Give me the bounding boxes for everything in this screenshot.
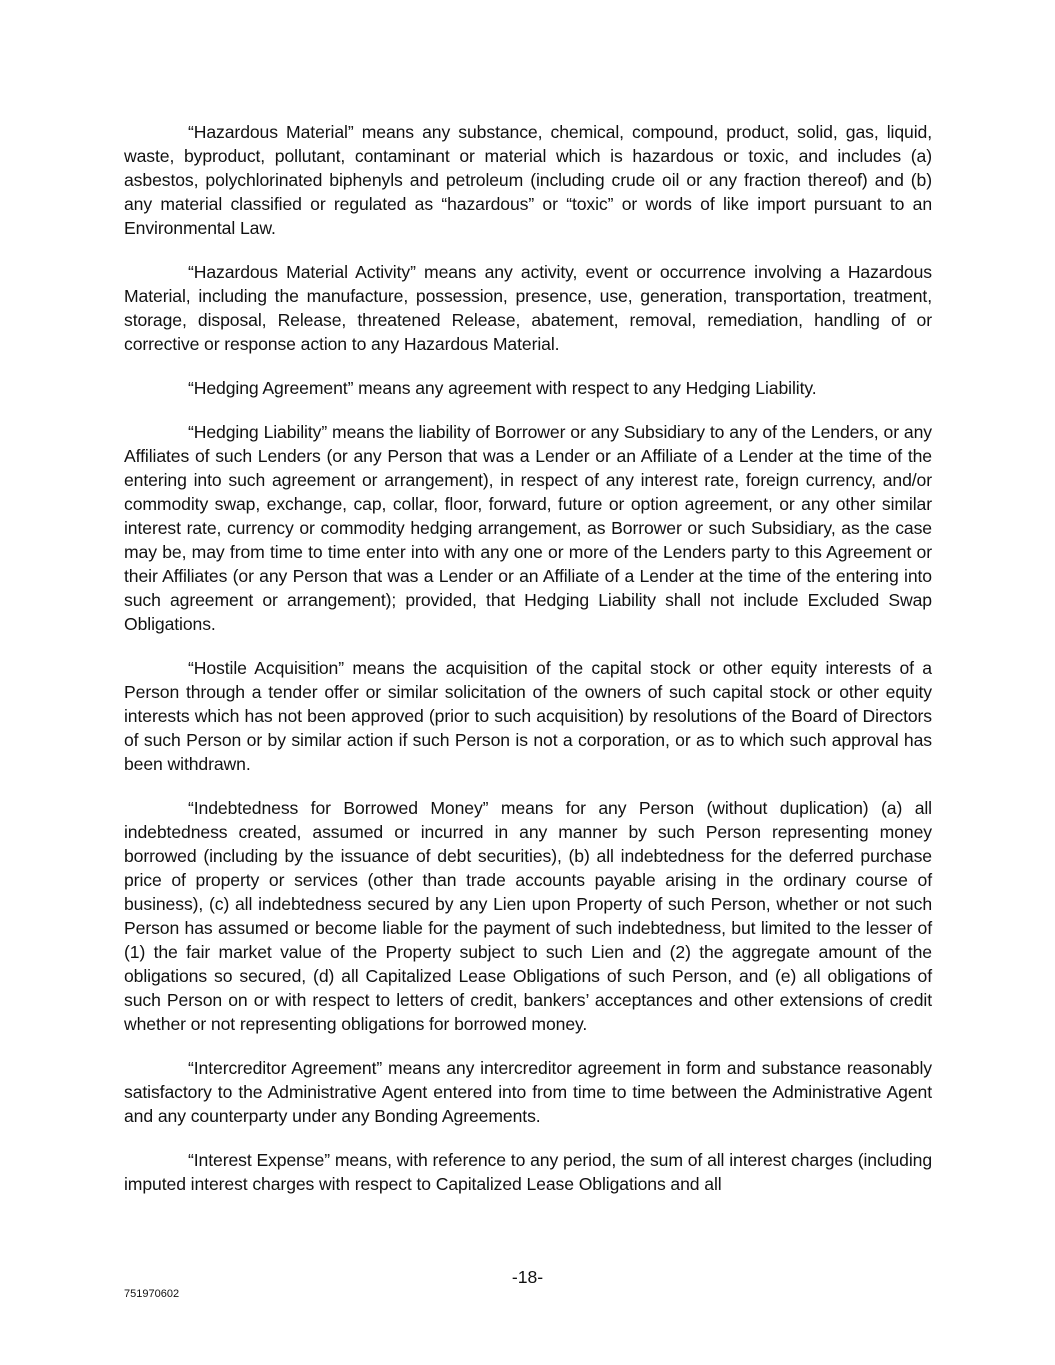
definition-indebtedness-for-borrowed-money: “Indebtedness for Borrowed Money” means for any Person (without duplication) (a) all indebtedness created, assumed or incurred in any manner by such Person representing money borrowed (including by the issuance of debt securities), (b) all indebtedness for the deferred purchase price of property or services (other than trade accounts payable arising in the ordinary course of business), (c) all indebtedness secured by any Lien upon Property of such Person, whether or not such Person has assumed or become liable for the payment of such indebtedness, but limited to the lesser of (1) the fair market value of the Property subject to such Lien and (2) the aggregate amount of the obligations so secured, (d) all Capitalized Lease Obligations of such Person, and (e) all obligations of such Person on or with respect to letters of credit, bankers’ acceptances and other extensions of credit whether or not representing obligations for borrowed money. bbox=[124, 798, 932, 1034]
definition-hedging-agreement: “Hedging Agreement” means any agreement with respect to any Hedging Liability. bbox=[188, 378, 817, 398]
definition-hazardous-material: “Hazardous Material” means any substance, chemical, compound, product, solid, gas, liquid, waste, byproduct, pollutant, contaminant or material which is hazardous or toxic, and includes (a) asbestos, polychlorinated biphenyls and petroleum (including crude oil or any fraction thereof) and (b) any material classified or regulated as “hazardous” or “toxic” or words of like import pursuant to an Environmental Law. bbox=[124, 122, 932, 238]
definition-hedging-liability: “Hedging Liability” means the liability of Borrower or any Subsidiary to any of the Lenders, or any Affiliates of such Lenders (or any Person that was a Lender or an Affiliate of a Lender at the time of the entering into such agreement or arrangement), in respect of any interest rate, foreign currency, and/or commodity swap, exchange, cap, collar, floor, forward, future or option agreement, or any other similar interest rate, currency or commodity hedging arrangement, as Borrower or such Subsidiary, as the case may be, may from time to time enter into with any one or more of the Lenders party to this Agreement or their Affiliates (or any Person that was a Lender or an Affiliate of a Lender at the time of the entering into such agreement or arrangement); provided, that Hedging Liability shall not include Excluded Swap Obligations. bbox=[124, 422, 932, 634]
page-number: -18- bbox=[511, 1267, 544, 1287]
definition-hazardous-material-activity: “Hazardous Material Activity” means any activity, event or occurrence involving a Hazardous Material, including the manufacture, possession, presence, use, generation, transportation, treatment, storage, disposal, Release, threatened Release, abatement, removal, remediation, handling of or corrective or response action to any Hazardous Material. bbox=[124, 262, 932, 354]
definition-hostile-acquisition: “Hostile Acquisition” means the acquisition of the capital stock or other equity interests of a Person through a tender offer or similar solicitation of the owners of such capital stock or other equity interests which has not been approved (prior to such acquisition) by resolutions of the Board of Directors of such Person or by similar action if such Person is not a corporation, or as to which such approval has been withdrawn. bbox=[124, 658, 932, 774]
definition-intercreditor-agreement: “Intercreditor Agreement” means any intercreditor agreement in form and substance reasonably satisfactory to the Administrative Agent entered into from time to time between the Administrative Agent and any counterparty under any Bonding Agreements. bbox=[124, 1058, 932, 1126]
document-id: 751970602 bbox=[124, 1288, 180, 1300]
document-body bbox=[124, 120, 932, 1216]
definition-interest-expense: “Interest Expense” means, with reference to any period, the sum of all interest charges (including imputed interest charges with respect to Capitalized Lease Obligations and all bbox=[124, 1150, 932, 1194]
